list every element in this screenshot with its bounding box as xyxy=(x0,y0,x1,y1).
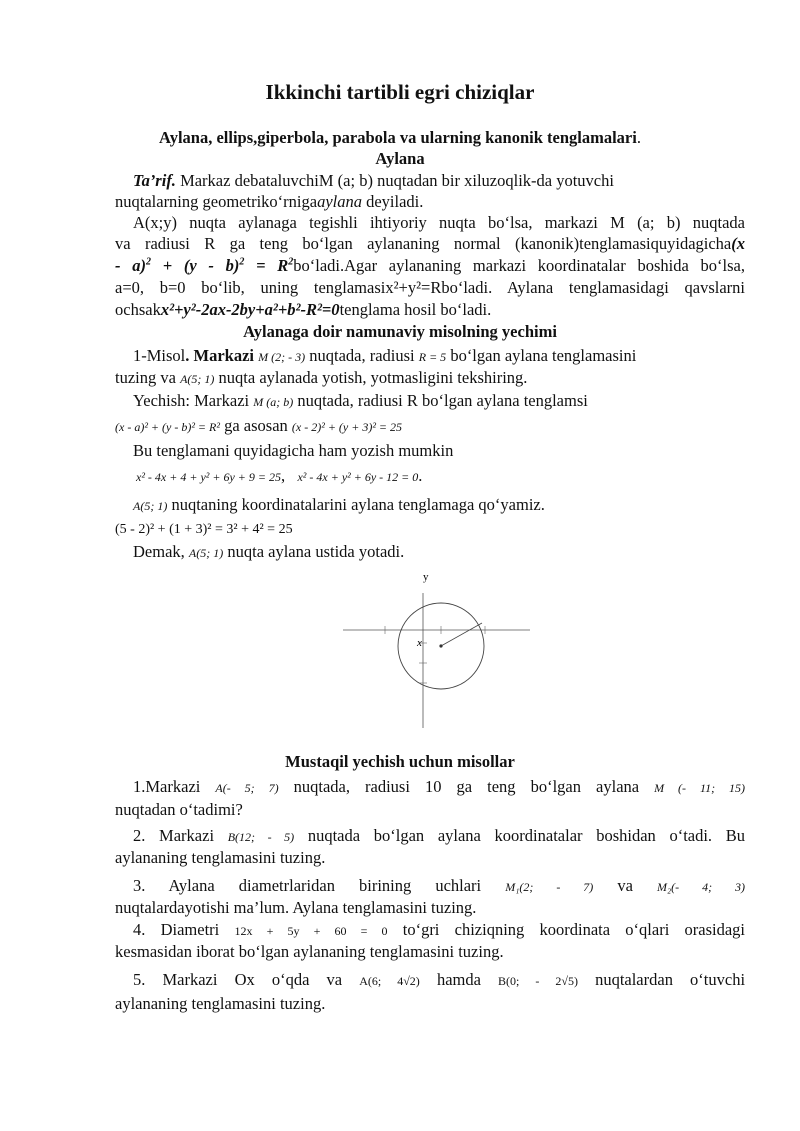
section-heading-aylana: Aylana xyxy=(375,149,425,168)
task-5-point-b: B(0; - 2√5) xyxy=(498,974,578,988)
example-equation: (x - 2)² + (y + 3)² = 25 xyxy=(291,420,403,434)
definition-label: Ta’rif. xyxy=(133,171,176,190)
substitution-equation: (5 - 2)² + (1 + 3)² = 3² + 4² = 25 xyxy=(115,522,293,537)
conclusion-text-2: nuqta aylana ustida yotadi. xyxy=(227,542,405,561)
definition-text-1: Markaz debataluvchiM (a; b) nuqtadan bir xiluzoqlik-da yotuvchi xyxy=(180,171,614,190)
example-heading: Aylanaga doir namunaviy misolning yechimi xyxy=(243,322,557,341)
task-4-line-2: kesmasidan iborat bo‘lgan aylananing tenglamasini tuzing. xyxy=(115,942,504,961)
section-subtitle: Aylana, ellips,giperbola, parabola va ularning kanonik tenglamalari. xyxy=(159,128,641,147)
solution-text-2: nuqtada, radiusi R bo‘lgan aylana tenglamsi xyxy=(297,391,588,410)
task-1-center: A(- 5; 7) xyxy=(215,781,279,795)
definition-text-3: deyiladi. xyxy=(366,192,424,211)
solution-line-4: x² - 4x + 4 + y² + 6y + 9 = 25, x² - 4x + y² + 6y - 12 = 0. xyxy=(136,466,423,485)
expanded-equation-1: x² - 4x + 4 + y² + 6y + 9 = 25 xyxy=(136,470,281,484)
example-text-2: nuqtada, radiusi xyxy=(309,346,415,365)
task-5-text-3: nuqtalardan o‘tuvchi xyxy=(595,970,746,989)
center-point xyxy=(439,644,442,647)
equation-start: (x xyxy=(731,234,745,253)
task-3-point-1: M₁(2; - 7) xyxy=(505,880,594,894)
task-3-line-2: nuqtalardayotishi ma’lum. Aylana tenglamasini tuzing. xyxy=(115,898,477,917)
definition-line-2 xyxy=(115,192,745,212)
example-line-1 xyxy=(133,346,745,367)
task-1-text-1: 1.Markazi xyxy=(133,777,201,796)
task-4-text-1: 4. Diametri xyxy=(133,920,220,939)
task-2-line-1 xyxy=(133,826,745,847)
paragraph-text-3: bo‘ladi.Agar aylananing markazi koordinatalar boshida bo‘lsa, xyxy=(293,256,745,275)
expanded-equation-2: x² - 4x + y² + 6y - 12 = 0 xyxy=(297,470,419,484)
example-text-3: bo‘lgan aylana tenglamasini xyxy=(450,346,637,365)
definition-term: aylana xyxy=(317,192,362,211)
example-text-1: . Markazi xyxy=(185,346,254,365)
task-4-line-equation: 12x + 5y + 60 = 0 xyxy=(234,924,388,938)
canonical-equation: (x - a)² + (y - b)² = R² xyxy=(115,420,220,434)
task-3-point-2: M₂(- 4; 3) xyxy=(657,880,746,894)
eq-part-a: - a) xyxy=(115,256,146,275)
solution-text-4: nuqtaning koordinatalarini aylana tenglamaga qo‘yamiz. xyxy=(171,495,545,514)
task-4-line-1 xyxy=(133,920,745,941)
solution-line-6 xyxy=(115,518,745,540)
solution-line-5 xyxy=(133,495,745,516)
task-3-text-1: 3. Aylana diametrlaridan birining uchlari xyxy=(133,876,482,895)
solution-text-1: Yechish: Markazi xyxy=(133,391,250,410)
task-2-text-1: 2. Markazi xyxy=(133,826,215,845)
task-1-point: M (- 11; 15) xyxy=(654,781,745,795)
expanded-equation: x²+y²-2ax-2by+a²+b²-R²=0 xyxy=(160,300,340,319)
solution-line-3: Bu tenglamani quyidagicha ham yozish mumkin xyxy=(133,441,454,460)
paragraph-line-2 xyxy=(115,234,745,254)
paragraph-text-2: va radiusi R ga teng bo‘lgan aylananing normal (kanonik)tenglamasiquyidagicha xyxy=(115,234,732,253)
task-4-text-2: to‘gri chiziqning koordinata o‘qlari orasidagi xyxy=(402,920,746,939)
conclusion-point: A(5; 1) xyxy=(188,546,224,560)
paragraph-line-1: A(x;y) nuqta aylanaga tegishli ihtiyoriy nuqta bo‘lsa, markazi M (a; b) nuqtada xyxy=(133,213,745,232)
task-5-point-a: A(6; 4√2) xyxy=(359,974,420,988)
task-3-line-1 xyxy=(133,876,745,897)
paragraph-line-5 xyxy=(115,300,745,320)
self-study-heading: Mustaqil yechish uchun misollar xyxy=(285,752,515,771)
circle-figure xyxy=(335,568,535,743)
x-axis-label: x xyxy=(417,637,422,649)
task-5-line-1 xyxy=(133,970,745,991)
task-5-line-2: aylananing tenglamasini tuzing. xyxy=(115,994,326,1013)
task-1-line-1 xyxy=(133,777,745,798)
solution-text-3: ga asosan xyxy=(224,416,288,435)
substitution-point: A(5; 1) xyxy=(133,499,168,513)
subtitle-text: Aylana, ellips,giperbola, parabola va ularning kanonik tenglamalari xyxy=(159,128,637,147)
task-1-text-2: nuqtada, radiusi 10 ga teng bo‘lgan aylana xyxy=(293,777,640,796)
example-center-formula: M (2; - 3) xyxy=(258,350,306,364)
conclusion-text-1: Demak, xyxy=(133,542,185,561)
eq-part-b: + (y - b) xyxy=(162,256,240,275)
example-label: 1-Misol xyxy=(133,346,186,365)
paragraph-text-5c: tenglama hosil bo‘ladi. xyxy=(339,300,492,319)
example-line-2 xyxy=(115,368,745,389)
task-1-line-2: nuqtadan o‘tadimi? xyxy=(115,800,243,819)
definition-text-2: nuqtalarning geometriko‘rniga xyxy=(115,192,318,211)
conclusion-line xyxy=(133,542,745,563)
eq-part-c: = R xyxy=(256,256,289,275)
definition-line-1 xyxy=(133,171,745,191)
paragraph-line-3: - $a)^2 + (y - b)^2 = R^2bo‘ladi.Agar$ aylananing markazi koordinatalar boshida bo‘lsa, xyxy=(115,256,745,275)
task-2-center: B(12; - 5) xyxy=(227,830,295,844)
page-title: Ikkinchi tartibli egri chiziqlar xyxy=(265,80,535,104)
solution-line-1 xyxy=(133,391,745,412)
radius-line xyxy=(441,623,482,646)
paragraph-line-4: a=0, b=0 bo‘lib, uning tenglamasix²+y²=Rbo‘ladi. Aylana tenglamasidagi qavslarni xyxy=(115,278,745,297)
paragraph-text-5a: ochsak xyxy=(115,300,161,319)
y-axis-label: y xyxy=(423,571,429,583)
task-2-line-2: aylananing tenglamasini tuzing. xyxy=(115,848,326,867)
example-radius-formula: R = 5 xyxy=(418,350,447,364)
task-3-conjunction: va xyxy=(617,876,633,895)
example-text-4: tuzing va xyxy=(115,368,176,387)
task-2-text-2: nuqtada bo‘lgan aylana koordinatalar boshidan o‘tadi. Bu xyxy=(307,826,745,845)
example-point-formula: A(5; 1) xyxy=(180,372,215,386)
example-text-5: nuqta aylanada yotish, yotmasligini tekshiring. xyxy=(218,368,528,387)
solution-center-formula: M (a; b) xyxy=(253,395,294,409)
solution-line-2 xyxy=(115,416,745,437)
task-5-text-1: 5. Markazi Ox o‘qda va xyxy=(133,970,343,989)
task-5-text-2: hamda xyxy=(436,970,481,989)
